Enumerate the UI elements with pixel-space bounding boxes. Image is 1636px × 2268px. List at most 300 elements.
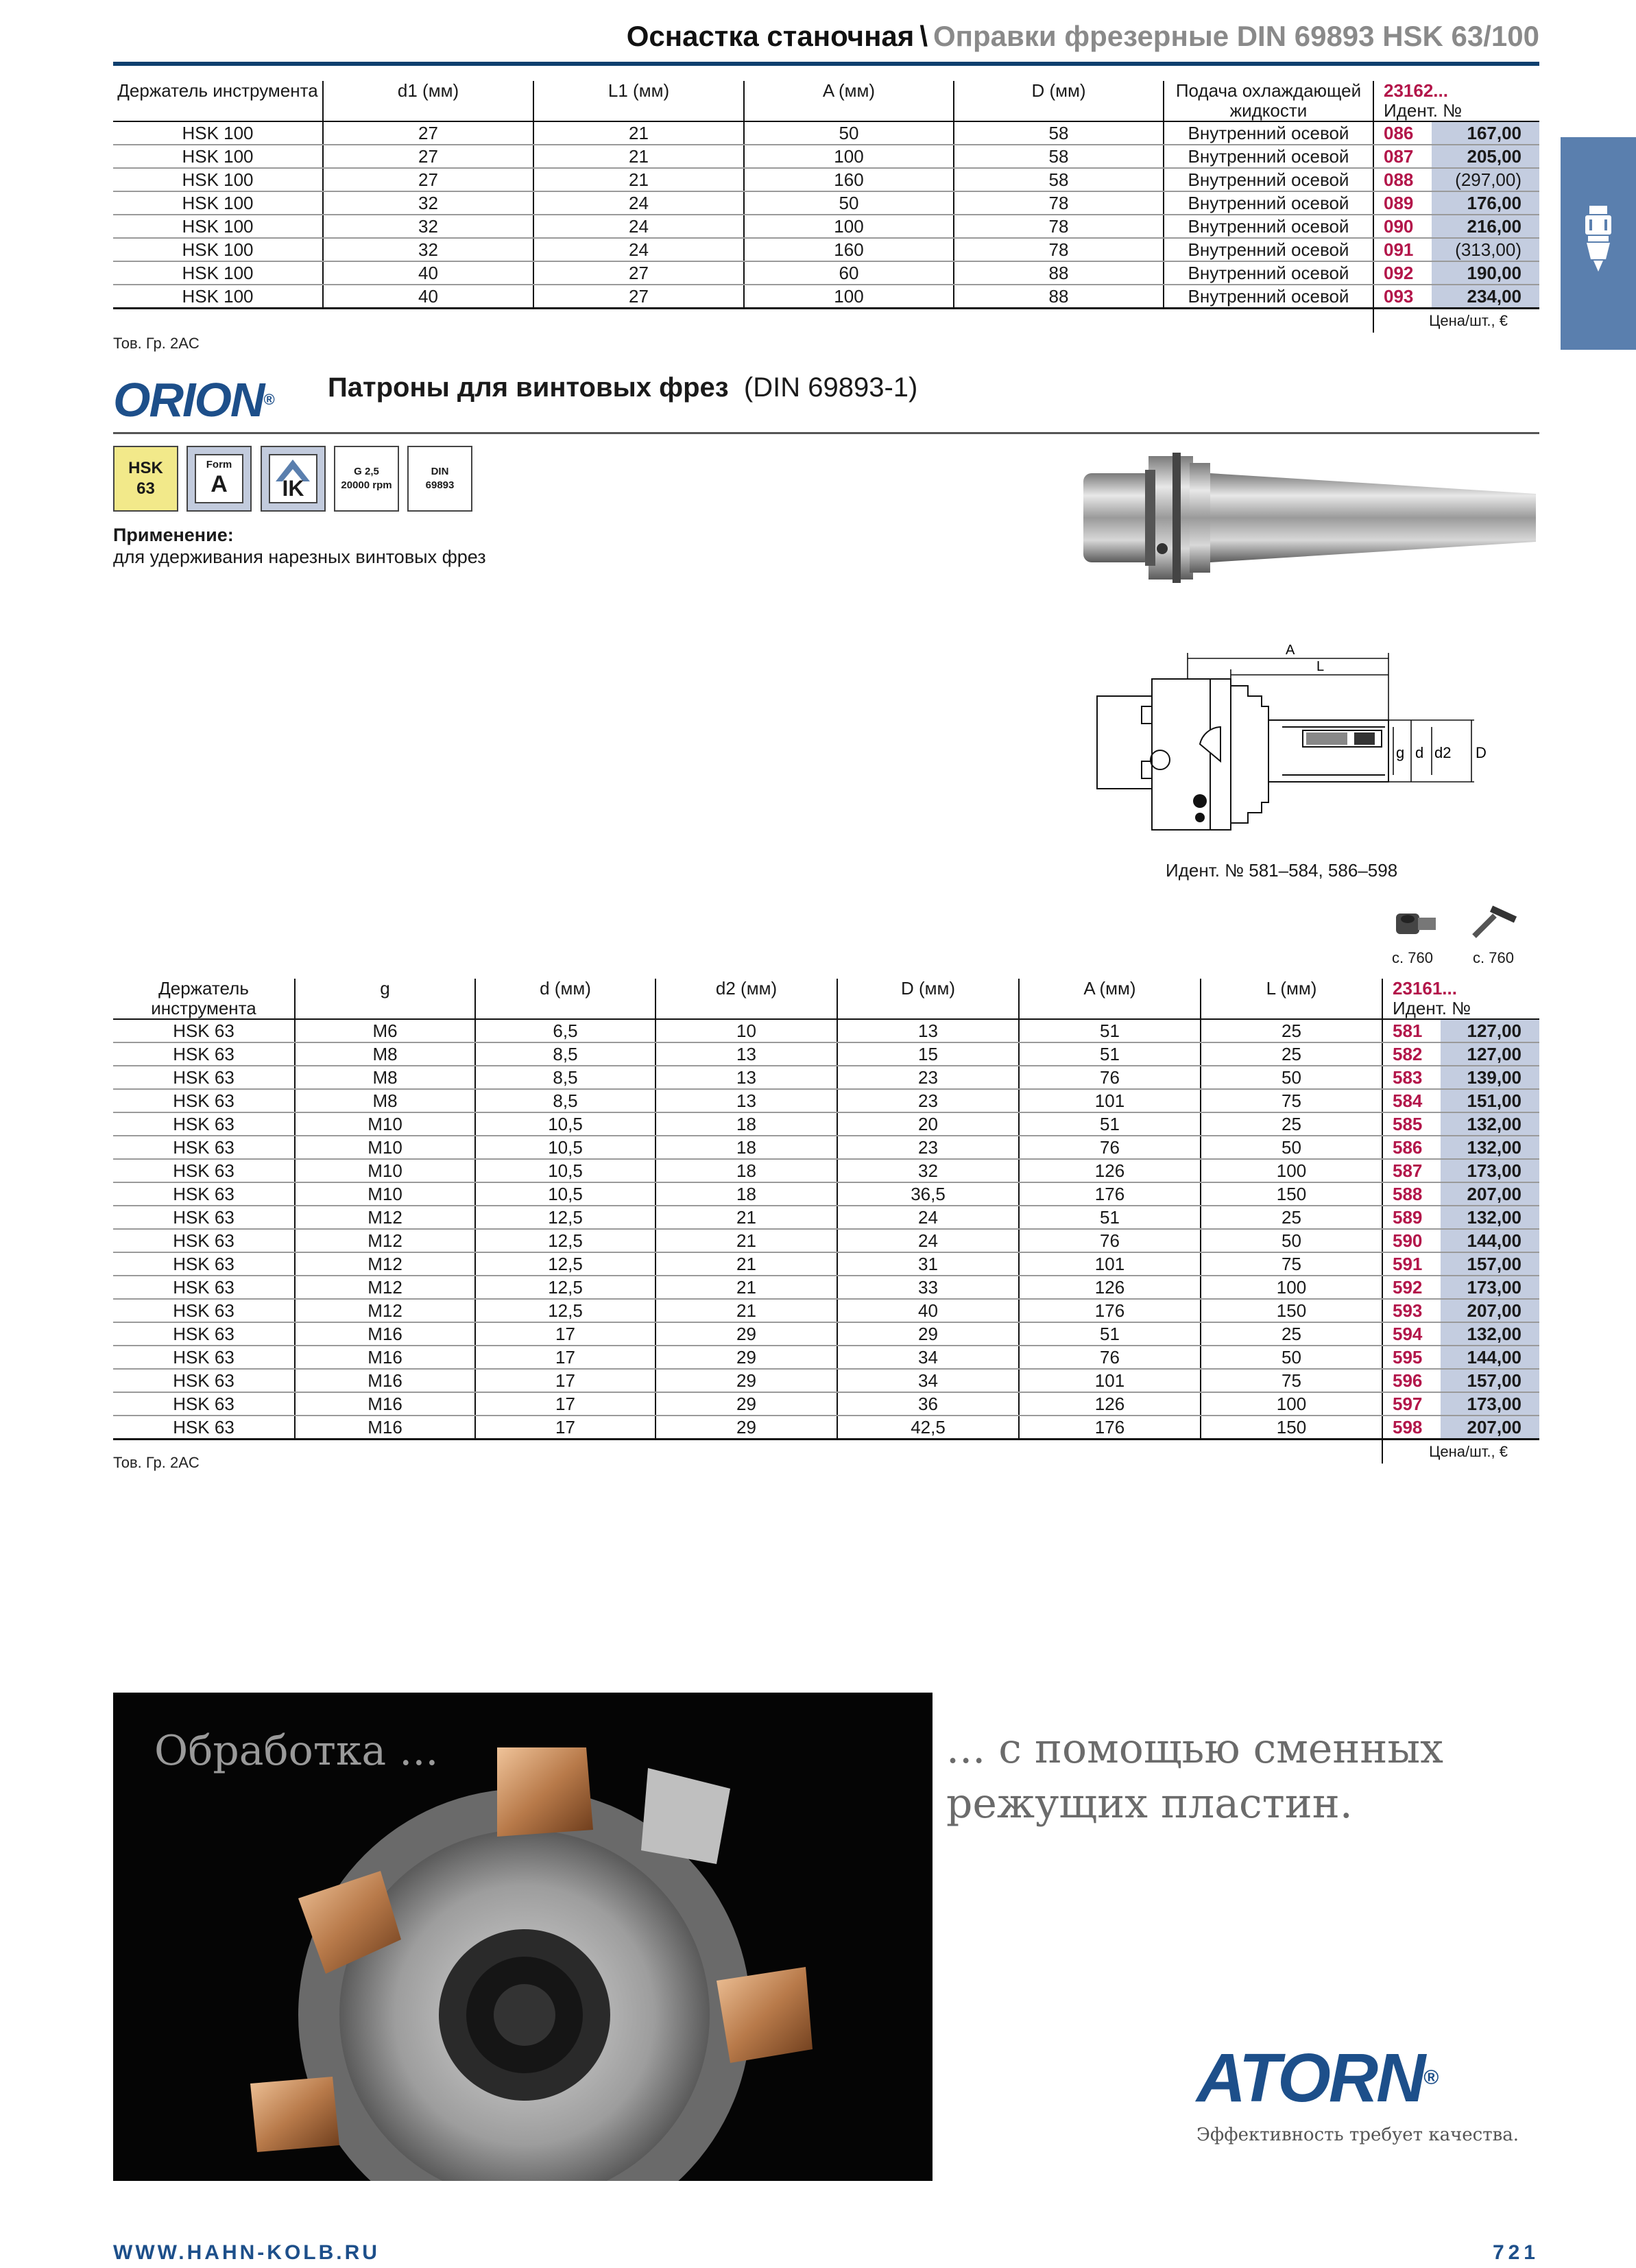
- price-cell: 127,00: [1441, 1042, 1539, 1066]
- tagline-line1: ... с помощью сменных: [946, 1725, 1443, 1773]
- price-cell: 132,00: [1441, 1322, 1539, 1346]
- table-cell: 36: [837, 1392, 1019, 1416]
- table-cell: 29: [655, 1369, 837, 1392]
- table-cell: 13: [655, 1042, 837, 1066]
- table-cell: 10,5: [475, 1136, 655, 1159]
- application-label: Применение:: [113, 525, 234, 545]
- form-badge-small: Form: [206, 459, 232, 470]
- ident-code: 093: [1373, 285, 1432, 309]
- table-cell: HSK 100: [113, 215, 323, 238]
- table-row: [113, 1159, 1539, 1182]
- table-cell: 76: [1019, 1066, 1201, 1089]
- price-cell: 132,00: [1441, 1206, 1539, 1229]
- ident-code: 598: [1382, 1416, 1441, 1440]
- table-cell: 51: [1019, 1042, 1201, 1066]
- table-cell: HSK 63: [113, 1392, 295, 1416]
- table-cell: M6: [295, 1019, 475, 1042]
- table-row: [113, 1346, 1539, 1369]
- table-row: [113, 1416, 1539, 1440]
- table-cell: Внутренний осевой: [1164, 215, 1373, 238]
- table-cell: 24: [837, 1206, 1019, 1229]
- table-cell: 29: [655, 1392, 837, 1416]
- hsk-badge-line1: HSK: [128, 459, 163, 477]
- price-cell: 144,00: [1441, 1229, 1539, 1252]
- table-cell: HSK 100: [113, 121, 323, 145]
- table-cell: M8: [295, 1042, 475, 1066]
- table-cell: Внутренний осевой: [1164, 191, 1373, 215]
- header-separator: \: [919, 20, 928, 52]
- atorn-slogan: Эффективность требует качества.: [1196, 2125, 1519, 2145]
- table-cell: 12,5: [475, 1252, 655, 1276]
- balance-badge: [334, 446, 399, 512]
- ident-code: 088: [1373, 168, 1432, 191]
- ident-code: 089: [1373, 191, 1432, 215]
- ident-code: 593: [1382, 1299, 1441, 1322]
- table-cell: 24: [533, 238, 744, 261]
- table-row: [113, 1322, 1539, 1346]
- table-cell: 20: [837, 1112, 1019, 1136]
- table-cell: 40: [323, 261, 533, 285]
- section-title-bold: Патроны для винтовых фрез: [328, 372, 729, 403]
- table-cell: HSK 63: [113, 1369, 295, 1392]
- blank-cell: [113, 1440, 1382, 1464]
- balance-line2: 20000 rpm: [341, 479, 392, 491]
- table-cell: 176: [1019, 1299, 1201, 1322]
- col-coolant: Подача охлаждающей жидкости: [1164, 81, 1373, 121]
- table-cell: 24: [837, 1229, 1019, 1252]
- dim-A: A: [1286, 643, 1295, 658]
- table-cell: 75: [1201, 1089, 1382, 1112]
- table-cell: M12: [295, 1206, 475, 1229]
- table-row: [113, 191, 1539, 215]
- price-cell: 176,00: [1432, 191, 1539, 215]
- ident-code: 591: [1382, 1252, 1441, 1276]
- ident-code: 092: [1373, 261, 1432, 285]
- ident-code: 585: [1382, 1112, 1441, 1136]
- din-line1: DIN: [431, 466, 449, 477]
- ident-code: 584: [1382, 1089, 1441, 1112]
- chuck-table-body: [113, 1019, 1539, 1464]
- table-cell: HSK 100: [113, 145, 323, 168]
- table-row: [113, 1136, 1539, 1159]
- table-cell: M10: [295, 1182, 475, 1206]
- table-cell: 100: [1201, 1392, 1382, 1416]
- table-cell: 33: [837, 1276, 1019, 1299]
- table-cell: 176: [1019, 1416, 1201, 1440]
- price-cell: 173,00: [1441, 1276, 1539, 1299]
- dim-g: g: [1396, 744, 1405, 761]
- dim-L: L: [1316, 659, 1325, 674]
- table-cell: 21: [655, 1229, 837, 1252]
- table-cell: 13: [655, 1089, 837, 1112]
- ident-code: 086: [1373, 121, 1432, 145]
- footer-url[interactable]: WWW.HAHN-KOLB.RU: [113, 2241, 380, 2264]
- table-cell: 32: [323, 215, 533, 238]
- table-cell: 78: [954, 238, 1164, 261]
- price-cell: 139,00: [1441, 1066, 1539, 1089]
- table-cell: M16: [295, 1346, 475, 1369]
- dim-d: d: [1415, 744, 1424, 761]
- balance-line1: G 2,5: [354, 466, 379, 477]
- table-cell: 27: [323, 168, 533, 191]
- page-number: 721: [1492, 2241, 1539, 2264]
- ident-group: 23161...: [1393, 978, 1457, 999]
- table-cell: HSK 63: [113, 1042, 295, 1066]
- table-cell: 126: [1019, 1392, 1201, 1416]
- price-cell: 190,00: [1432, 261, 1539, 285]
- table-cell: 40: [837, 1299, 1019, 1322]
- price-cell: 132,00: [1441, 1112, 1539, 1136]
- col-a: A (мм): [744, 81, 954, 121]
- table-cell: 160: [744, 168, 954, 191]
- price-note-row: [113, 1440, 1539, 1464]
- price-cell: 234,00: [1432, 285, 1539, 309]
- header-category: Оснастка станочная: [626, 20, 915, 52]
- table-cell: HSK 63: [113, 1112, 295, 1136]
- table-cell: HSK 63: [113, 1066, 295, 1089]
- table-cell: 25: [1201, 1206, 1382, 1229]
- table-cell: 88: [954, 261, 1164, 285]
- ident-code: 090: [1373, 215, 1432, 238]
- ident-code: 091: [1373, 238, 1432, 261]
- price-cell: 173,00: [1441, 1392, 1539, 1416]
- ik-badge: [261, 446, 326, 512]
- table-cell: HSK 63: [113, 1252, 295, 1276]
- table-cell: 36,5: [837, 1182, 1019, 1206]
- table-cell: 101: [1019, 1369, 1201, 1392]
- table-row: [113, 168, 1539, 191]
- price-cell: 127,00: [1441, 1019, 1539, 1042]
- accessory-ref-1[interactable]: с. 760: [1392, 949, 1433, 966]
- table-cell: M12: [295, 1276, 475, 1299]
- table-cell: 150: [1201, 1182, 1382, 1206]
- ident-code: 581: [1382, 1019, 1441, 1042]
- ident-code: 595: [1382, 1346, 1441, 1369]
- section-rule: [113, 432, 1539, 434]
- table-header-row: [113, 979, 1539, 1019]
- ident-code: 087: [1373, 145, 1432, 168]
- table-cell: 17: [475, 1346, 655, 1369]
- table-cell: M12: [295, 1229, 475, 1252]
- table-cell: 150: [1201, 1416, 1382, 1440]
- table-cell: 13: [837, 1019, 1019, 1042]
- table-row: [113, 1042, 1539, 1066]
- table-cell: 13: [655, 1066, 837, 1089]
- technical-drawing: [1083, 638, 1550, 864]
- col-D: D (мм): [837, 979, 1019, 1019]
- table-cell: HSK 100: [113, 285, 323, 309]
- table-cell: 31: [837, 1252, 1019, 1276]
- table-cell: 32: [323, 238, 533, 261]
- table-cell: 21: [533, 168, 744, 191]
- table-cell: 101: [1019, 1089, 1201, 1112]
- ident-code: 589: [1382, 1206, 1441, 1229]
- table-cell: M10: [295, 1159, 475, 1182]
- banner-left-text: Обработка ...: [154, 1727, 439, 1775]
- table-cell: Внутренний осевой: [1164, 261, 1373, 285]
- hsk-badge-line2: 63: [136, 479, 155, 498]
- price-note: Цена/шт., €: [1382, 1440, 1539, 1464]
- table-cell: 27: [323, 145, 533, 168]
- table-cell: 17: [475, 1416, 655, 1440]
- ident-note: Идент. № 581–584, 586–598: [1166, 860, 1398, 881]
- chuck-photo: [1076, 446, 1543, 590]
- table-cell: M10: [295, 1112, 475, 1136]
- page-header: [113, 12, 1539, 60]
- price-note-row: [113, 309, 1539, 333]
- table-cell: 76: [1019, 1346, 1201, 1369]
- table-row: [113, 1182, 1539, 1206]
- table-cell: 21: [655, 1299, 837, 1322]
- accessory-ref-2[interactable]: с. 760: [1473, 949, 1514, 966]
- table-cell: 88: [954, 285, 1164, 309]
- table-cell: 126: [1019, 1159, 1201, 1182]
- table-cell: 34: [837, 1369, 1019, 1392]
- ident-code: 597: [1382, 1392, 1441, 1416]
- table-cell: 58: [954, 145, 1164, 168]
- table-cell: 126: [1019, 1276, 1201, 1299]
- table-cell: 12,5: [475, 1229, 655, 1252]
- table-cell: 60: [744, 261, 954, 285]
- table-cell: Внутренний осевой: [1164, 238, 1373, 261]
- goods-group-1: Тов. Гр. 2AC: [113, 335, 200, 352]
- table-row: [113, 215, 1539, 238]
- price-cell: 157,00: [1441, 1369, 1539, 1392]
- ident-code: 592: [1382, 1276, 1441, 1299]
- table-row: [113, 1369, 1539, 1392]
- table-cell: 75: [1201, 1252, 1382, 1276]
- ident-group: 23162...: [1384, 80, 1448, 101]
- table-cell: 58: [954, 121, 1164, 145]
- table-cell: 32: [837, 1159, 1019, 1182]
- goods-group-2: Тов. Гр. 2AC: [113, 1454, 200, 1471]
- table-cell: 17: [475, 1322, 655, 1346]
- table-cell: 150: [1201, 1299, 1382, 1322]
- table-cell: 25: [1201, 1322, 1382, 1346]
- col-holder: Держатель инструмента: [113, 81, 323, 121]
- table-cell: 100: [744, 215, 954, 238]
- ident-code: 594: [1382, 1322, 1441, 1346]
- table-cell: 21: [655, 1276, 837, 1299]
- table-cell: 50: [1201, 1346, 1382, 1369]
- header-subcategory: Оправки фрезерные DIN 69893 HSK 63/100: [933, 20, 1539, 52]
- price-cell: 216,00: [1432, 215, 1539, 238]
- ident-code: 587: [1382, 1159, 1441, 1182]
- price-cell: 207,00: [1441, 1299, 1539, 1322]
- price-cell: (313,00): [1432, 238, 1539, 261]
- col-l1: L1 (мм): [533, 81, 744, 121]
- table-cell: 17: [475, 1369, 655, 1392]
- table-cell: 42,5: [837, 1416, 1019, 1440]
- table-cell: M16: [295, 1369, 475, 1392]
- table-row: [113, 1252, 1539, 1276]
- table-cell: HSK 63: [113, 1159, 295, 1182]
- table-cell: 10: [655, 1019, 837, 1042]
- promo-banner: [113, 1693, 933, 2181]
- price-cell: 207,00: [1441, 1416, 1539, 1440]
- table-cell: 21: [533, 121, 744, 145]
- col-holder: Держатель инструмента: [113, 979, 295, 1019]
- table-cell: 29: [655, 1322, 837, 1346]
- col-L: L (мм): [1201, 979, 1382, 1019]
- table-row: [113, 121, 1539, 145]
- table-cell: 21: [655, 1206, 837, 1229]
- table-cell: 29: [655, 1416, 837, 1440]
- table-cell: 23: [837, 1066, 1019, 1089]
- ident-code: 586: [1382, 1136, 1441, 1159]
- price-cell: 205,00: [1432, 145, 1539, 168]
- table-cell: 12,5: [475, 1206, 655, 1229]
- col-d2: d2 (мм): [655, 979, 837, 1019]
- section-title-norm: (DIN 69893-1): [743, 372, 918, 403]
- table-cell: M10: [295, 1136, 475, 1159]
- col-g: g: [295, 979, 475, 1019]
- side-tab[interactable]: [1561, 137, 1636, 350]
- hsk-badge: [113, 446, 178, 512]
- table-cell: HSK 63: [113, 1136, 295, 1159]
- table-cell: M16: [295, 1392, 475, 1416]
- price-cell: 151,00: [1441, 1089, 1539, 1112]
- table-cell: 18: [655, 1182, 837, 1206]
- table-row: [113, 1392, 1539, 1416]
- table-cell: 15: [837, 1042, 1019, 1066]
- table-cell: 100: [744, 285, 954, 309]
- din-line2: 69893: [425, 479, 455, 491]
- table-cell: 101: [1019, 1252, 1201, 1276]
- arbor-table: [113, 81, 1539, 333]
- table-row: [113, 1276, 1539, 1299]
- table-cell: 75: [1201, 1369, 1382, 1392]
- din-badge: [407, 446, 472, 512]
- table-cell: 23: [837, 1136, 1019, 1159]
- price-cell: 132,00: [1441, 1136, 1539, 1159]
- table-cell: 51: [1019, 1019, 1201, 1042]
- table-cell: 50: [744, 121, 954, 145]
- screw-icon[interactable]: [1391, 898, 1439, 946]
- ident-code: 596: [1382, 1369, 1441, 1392]
- table-cell: 34: [837, 1346, 1019, 1369]
- ident-code: 583: [1382, 1066, 1441, 1089]
- ident-label: Идент. №: [1384, 100, 1463, 121]
- table-cell: HSK 100: [113, 168, 323, 191]
- table-cell: M16: [295, 1322, 475, 1346]
- col-A: A (мм): [1019, 979, 1201, 1019]
- table-cell: 32: [323, 191, 533, 215]
- table-cell: HSK 100: [113, 238, 323, 261]
- table-cell: 51: [1019, 1112, 1201, 1136]
- chuck-icon: [1561, 137, 1636, 350]
- col-d: d (мм): [475, 979, 655, 1019]
- table-cell: 100: [1201, 1159, 1382, 1182]
- dim-d2: d2: [1434, 744, 1452, 761]
- col-d1: d1 (мм): [323, 81, 533, 121]
- col-ident: [1382, 979, 1539, 1019]
- form-badge: [187, 446, 252, 512]
- table-cell: M16: [295, 1416, 475, 1440]
- table-cell: 10,5: [475, 1182, 655, 1206]
- chuck-table: [113, 979, 1539, 1464]
- table-cell: 10,5: [475, 1159, 655, 1182]
- price-cell: 157,00: [1441, 1252, 1539, 1276]
- form-badge-big: A: [210, 471, 228, 497]
- ident-code: 590: [1382, 1229, 1441, 1252]
- table-cell: HSK 63: [113, 1182, 295, 1206]
- table-cell: 40: [323, 285, 533, 309]
- table-cell: 25: [1201, 1019, 1382, 1042]
- wrench-icon[interactable]: [1467, 895, 1522, 950]
- table-cell: 50: [1201, 1229, 1382, 1252]
- table-cell: 6,5: [475, 1019, 655, 1042]
- table-cell: 25: [1201, 1042, 1382, 1066]
- atorn-reg-mark: ®: [1423, 2066, 1437, 2089]
- table-cell: HSK 63: [113, 1229, 295, 1252]
- arbor-table-body: [113, 121, 1539, 333]
- table-cell: 100: [1201, 1276, 1382, 1299]
- table-cell: 50: [744, 191, 954, 215]
- table-cell: 8,5: [475, 1066, 655, 1089]
- table-cell: HSK 63: [113, 1019, 295, 1042]
- orion-logo-text: ORION: [113, 373, 264, 427]
- table-cell: 160: [744, 238, 954, 261]
- table-cell: 21: [655, 1252, 837, 1276]
- table-cell: Внутренний осевой: [1164, 145, 1373, 168]
- table-cell: 23: [837, 1089, 1019, 1112]
- table-cell: 8,5: [475, 1042, 655, 1066]
- table-cell: 176: [1019, 1182, 1201, 1206]
- table-cell: HSK 100: [113, 191, 323, 215]
- atorn-logo-text: ATORN: [1196, 2040, 1424, 2116]
- table-cell: 27: [323, 121, 533, 145]
- table-cell: 17: [475, 1392, 655, 1416]
- table-cell: HSK 63: [113, 1346, 295, 1369]
- orion-logo: [113, 372, 274, 427]
- table-cell: M8: [295, 1089, 475, 1112]
- table-cell: HSK 63: [113, 1206, 295, 1229]
- table-cell: HSK 63: [113, 1089, 295, 1112]
- table-cell: 100: [744, 145, 954, 168]
- table-cell: HSK 100: [113, 261, 323, 285]
- table-row: [113, 238, 1539, 261]
- orion-reg-mark: ®: [263, 391, 274, 408]
- table-row: [113, 1066, 1539, 1089]
- col-d: D (мм): [954, 81, 1164, 121]
- table-row: [113, 1229, 1539, 1252]
- price-cell: 173,00: [1441, 1159, 1539, 1182]
- dim-D: D: [1476, 744, 1487, 761]
- section-title: [328, 370, 917, 405]
- table-cell: 78: [954, 191, 1164, 215]
- table-cell: 29: [837, 1322, 1019, 1346]
- col-ident: [1373, 81, 1539, 121]
- table-cell: 50: [1201, 1066, 1382, 1089]
- table-cell: 18: [655, 1112, 837, 1136]
- table-cell: HSK 63: [113, 1276, 295, 1299]
- banner-tagline: [946, 1721, 1443, 1831]
- table-row: [113, 285, 1539, 309]
- table-row: [113, 1112, 1539, 1136]
- table-header-row: [113, 81, 1539, 121]
- table-cell: 24: [533, 191, 744, 215]
- table-cell: HSK 63: [113, 1416, 295, 1440]
- table-cell: 29: [655, 1346, 837, 1369]
- table-cell: 25: [1201, 1112, 1382, 1136]
- application-text: для удерживания нарезных винтовых фрез: [113, 547, 486, 567]
- table-cell: 18: [655, 1159, 837, 1182]
- price-cell: 144,00: [1441, 1346, 1539, 1369]
- price-cell: (297,00): [1432, 168, 1539, 191]
- table-cell: 78: [954, 215, 1164, 238]
- ident-code: 582: [1382, 1042, 1441, 1066]
